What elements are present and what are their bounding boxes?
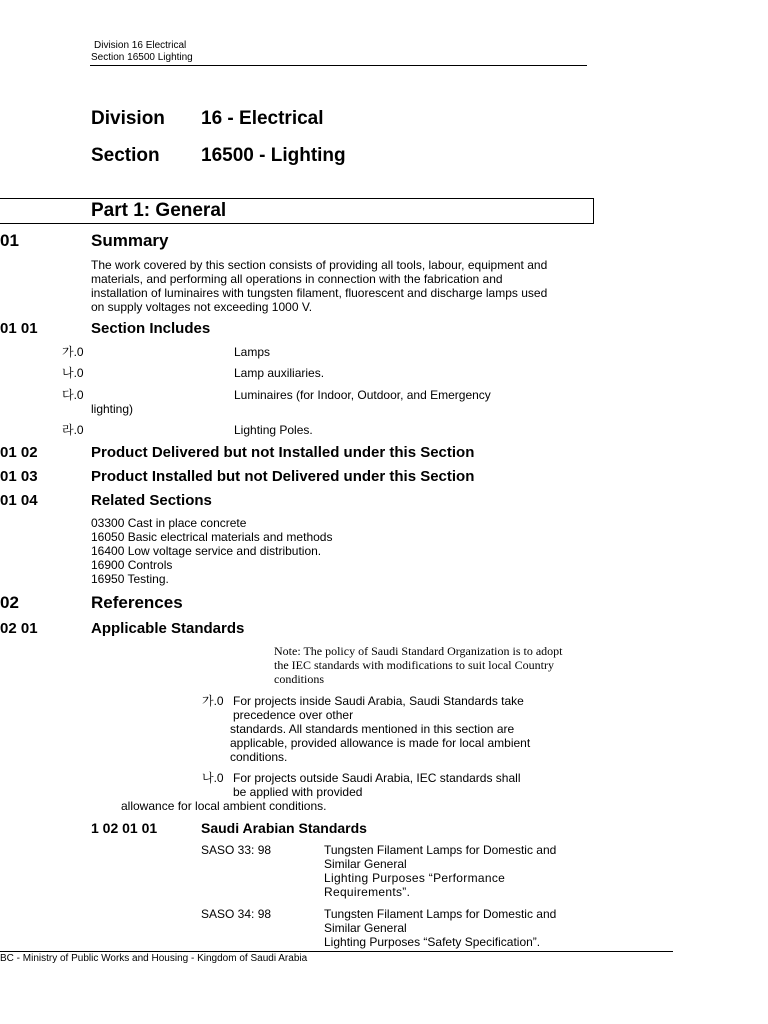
section-includes-heading: Section Includes: [91, 320, 211, 337]
policy-note-line: Note: The policy of Saudi Standard Organization is to adopt: [274, 644, 563, 658]
standard-code: SASO 33: 98: [201, 843, 272, 857]
standard-description-line: Similar General: [324, 921, 407, 935]
section-includes-number: 01 01: [0, 320, 38, 337]
standard-description-line: Lighting Purposes “Safety Specification”.: [324, 935, 541, 949]
related-section-item: 03300 Cast in place concrete: [91, 516, 247, 530]
policy-note-line: conditions: [274, 672, 324, 686]
standard-code: SASO 34: 98: [201, 907, 272, 921]
standards-item-line: For projects outside Saudi Arabia, IEC standards shall: [233, 771, 521, 785]
standards-item-line: be applied with provided: [233, 785, 363, 799]
standards-item-marker: 가.0: [202, 694, 224, 708]
part-title: Part 1: General: [91, 200, 227, 221]
list-item: Lighting Poles.: [234, 423, 313, 437]
product-delivered-heading: Product Delivered but not Installed under this Section: [91, 444, 475, 461]
saudi-standards-number: 1 02 01 01: [91, 820, 158, 836]
standards-item-line: precedence over other: [233, 708, 354, 722]
related-section-item: 16950 Testing.: [91, 572, 169, 586]
applicable-standards-number: 02 01: [0, 620, 38, 637]
list-item-continuation: lighting): [91, 402, 134, 416]
related-section-item: 16900 Controls: [91, 558, 173, 572]
running-header-division: Division 16 Electrical: [94, 40, 187, 51]
references-heading: References: [91, 593, 183, 612]
summary-heading: Summary: [91, 231, 169, 250]
standard-description-line: Requirements”.: [324, 885, 411, 899]
division-label: Division: [91, 108, 165, 129]
section-label: Section: [91, 145, 160, 166]
standard-description-line: Tungsten Filament Lamps for Domestic and: [324, 843, 557, 857]
list-item: Lamp auxiliaries.: [234, 366, 325, 380]
standard-description-line: Tungsten Filament Lamps for Domestic and: [324, 907, 557, 921]
list-item: Lamps: [234, 345, 271, 359]
related-section-item: 16400 Low voltage service and distribution.: [91, 544, 322, 558]
section-value: 16500 - Lighting: [201, 145, 346, 166]
part-heading-box: [0, 198, 594, 224]
summary-number: 01: [0, 231, 19, 250]
list-marker: 라.0: [62, 423, 84, 437]
applicable-standards-heading: Applicable Standards: [91, 620, 245, 637]
standards-item-marker: 나.0: [202, 771, 224, 785]
standards-item-line: applicable, provided allowance is made for local ambient: [230, 736, 531, 750]
footer-text: BC - Ministry of Public Works and Housing - Kingdom of Saudi Arabia: [0, 953, 308, 964]
footer-rule: [0, 951, 673, 952]
running-header-section: Section 16500 Lighting: [91, 52, 193, 63]
policy-note-line: the IEC standards with modifications to suit local Country: [274, 658, 554, 672]
standards-item-line: standards. All standards mentioned in this section are: [230, 722, 515, 736]
list-marker: 나.0: [62, 366, 84, 380]
division-value: 16 - Electrical: [201, 108, 324, 129]
standards-item-line: allowance for local ambient conditions.: [121, 799, 327, 813]
list-item: Luminaires (for Indoor, Outdoor, and Emergency: [234, 388, 491, 402]
standard-description-line: Lighting Purposes “Performance: [324, 871, 506, 885]
product-installed-number: 01 03: [0, 468, 38, 485]
related-sections-heading: Related Sections: [91, 492, 212, 509]
summary-paragraph-line: The work covered by this section consists of providing all tools, labour, equipment and: [91, 258, 548, 272]
standard-description-line: Similar General: [324, 857, 407, 871]
related-section-item: 16050 Basic electrical materials and methods: [91, 530, 333, 544]
summary-paragraph-line: on supply voltages not exceeding 1000 V.: [91, 300, 313, 314]
header-rule: [90, 65, 587, 66]
list-marker: 다.0: [62, 388, 84, 402]
references-number: 02: [0, 593, 19, 612]
saudi-standards-heading: Saudi Arabian Standards: [201, 820, 367, 836]
list-marker: 가.0: [62, 345, 84, 359]
summary-paragraph-line: installation of luminaires with tungsten filament, fluorescent and discharge lamps used: [91, 286, 548, 300]
summary-paragraph-line: materials, and performing all operations in connection with the fabrication and: [91, 272, 503, 286]
product-delivered-number: 01 02: [0, 444, 38, 461]
product-installed-heading: Product Installed but not Delivered under this Section: [91, 468, 475, 485]
related-sections-number: 01 04: [0, 492, 38, 509]
standards-item-line: conditions.: [230, 750, 288, 764]
standards-item-line: For projects inside Saudi Arabia, Saudi Standards take: [233, 694, 524, 708]
